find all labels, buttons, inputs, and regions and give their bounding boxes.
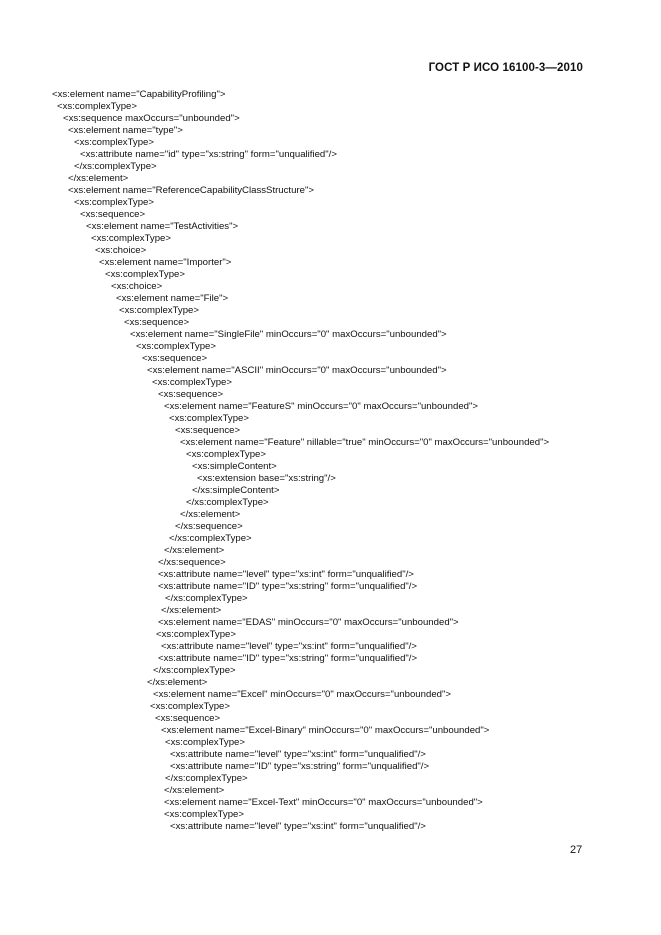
- code-line: <xs:attribute name="ID" type="xs:string" form="unqualified"/>: [158, 581, 418, 592]
- code-line: <xs:attribute name="ID" type="xs:string" form="unqualified"/>: [170, 761, 430, 772]
- code-line: <xs:element name="TestActivities">: [86, 221, 239, 232]
- code-line: <xs:choice>: [111, 281, 163, 292]
- code-line: </xs:complexType>: [153, 665, 236, 676]
- code-line: </xs:complexType>: [165, 593, 248, 604]
- code-line: <xs:sequence>: [124, 317, 190, 328]
- code-line: </xs:complexType>: [186, 497, 269, 508]
- code-line: <xs:element name="Importer">: [99, 257, 232, 268]
- standard-header: ГОСТ Р ИСО 16100-3—2010: [428, 62, 583, 74]
- code-line: <xs:complexType>: [57, 101, 137, 112]
- code-line: <xs:attribute name="ID" type="xs:string" form="unqualified"/>: [158, 653, 418, 664]
- code-line: </xs:element>: [164, 785, 225, 796]
- code-line: <xs:attribute name="level" type="xs:int" form="unqualified"/>: [158, 569, 414, 580]
- code-line: <xs:element name="ASCII" minOccurs="0" maxOccurs="unbounded">: [147, 365, 447, 376]
- code-line: </xs:element>: [147, 677, 208, 688]
- code-line: <xs:sequence>: [155, 713, 221, 724]
- code-line: <xs:complexType>: [164, 809, 244, 820]
- code-line: </xs:sequence>: [175, 521, 243, 532]
- code-line: <xs:sequence maxOccurs="unbounded">: [63, 113, 240, 124]
- code-line: <xs:element name="Excel" minOccurs="0" maxOccurs="unbounded">: [153, 689, 451, 700]
- code-line: <xs:sequence>: [175, 425, 241, 436]
- code-line: <xs:extension base="xs:string"/>: [197, 473, 336, 484]
- code-line: </xs:element>: [180, 509, 241, 520]
- code-line: <xs:complexType>: [186, 449, 266, 460]
- code-line: <xs:element name="type">: [68, 125, 183, 136]
- code-line: <xs:element name="ReferenceCapabilityClassStructure">: [68, 185, 314, 196]
- code-line: <xs:complexType>: [119, 305, 199, 316]
- code-line: </xs:element>: [161, 605, 222, 616]
- code-line: <xs:element name="File">: [116, 293, 229, 304]
- code-line: </xs:complexType>: [165, 773, 248, 784]
- code-line: </xs:element>: [164, 545, 225, 556]
- code-line: <xs:element name="FeatureS" minOccurs="0" maxOccurs="unbounded">: [164, 401, 478, 412]
- code-line: <xs:choice>: [95, 245, 147, 256]
- code-line: <xs:element name="Excel-Binary" minOccurs="0" maxOccurs="unbounded">: [161, 725, 490, 736]
- code-line: <xs:complexType>: [74, 137, 154, 148]
- code-line: <xs:complexType>: [74, 197, 154, 208]
- code-line: <xs:complexType>: [91, 233, 171, 244]
- code-line: <xs:complexType>: [152, 377, 232, 388]
- code-line: </xs:simpleContent>: [192, 485, 280, 496]
- code-line: <xs:complexType>: [165, 737, 245, 748]
- code-line: </xs:complexType>: [74, 161, 157, 172]
- code-line: <xs:attribute name="level" type="xs:int" form="unqualified"/>: [170, 821, 426, 832]
- page-number: 27: [570, 844, 583, 856]
- code-line: <xs:element name="SingleFile" minOccurs="0" maxOccurs="unbounded">: [130, 329, 447, 340]
- code-line: <xs:complexType>: [150, 701, 230, 712]
- code-line: <xs:complexType>: [156, 629, 236, 640]
- code-line: <xs:element name="CapabilityProfiling">: [52, 89, 226, 100]
- code-line: <xs:sequence>: [80, 209, 146, 220]
- code-line: <xs:sequence>: [142, 353, 208, 364]
- code-line: <xs:complexType>: [136, 341, 216, 352]
- code-line: <xs:attribute name="level" type="xs:int" form="unqualified"/>: [161, 641, 417, 652]
- code-line: <xs:sequence>: [158, 389, 224, 400]
- code-line: <xs:complexType>: [169, 413, 249, 424]
- code-line: </xs:sequence>: [158, 557, 226, 568]
- code-line: <xs:element name="Excel-Text" minOccurs="0" maxOccurs="unbounded">: [164, 797, 483, 808]
- code-line: <xs:complexType>: [105, 269, 185, 280]
- code-line: <xs:attribute name="level" type="xs:int" form="unqualified"/>: [170, 749, 426, 760]
- code-line: </xs:complexType>: [169, 533, 252, 544]
- code-line: </xs:element>: [68, 173, 129, 184]
- code-line: <xs:element name="Feature" nillable="true" minOccurs="0" maxOccurs="unbounded">: [180, 437, 550, 448]
- code-line: <xs:element name="EDAS" minOccurs="0" maxOccurs="unbounded">: [158, 617, 459, 628]
- code-line: <xs:attribute name="id" type="xs:string" form="unqualified"/>: [80, 149, 337, 160]
- code-line: <xs:simpleContent>: [192, 461, 277, 472]
